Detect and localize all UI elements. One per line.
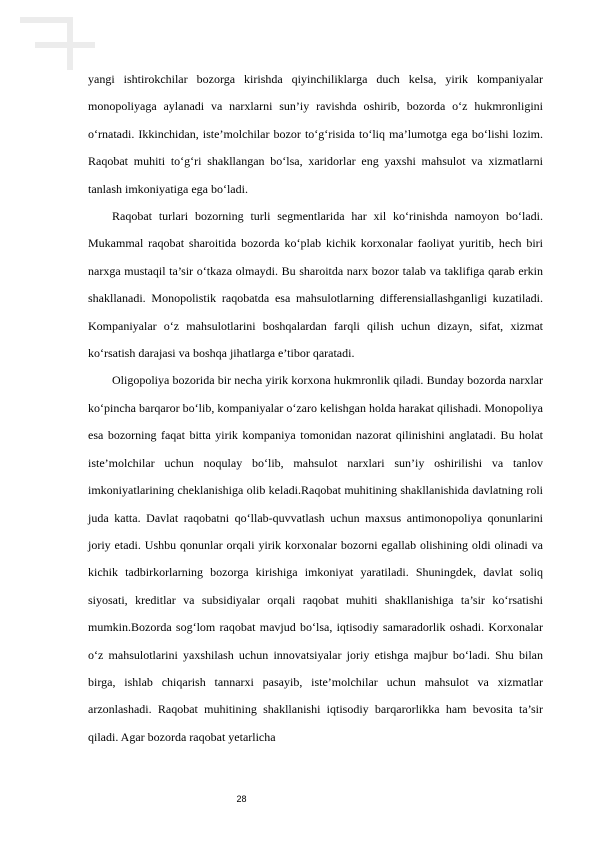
paragraph: Raqobat turlari bozorning turli segmentlarida har xil ko‘rinishda namoyon bo‘ladi. Mukammal raqobat sharoitida bozorda ko‘plab kichik korxonalar faoliyat yuritib, hech biri narxga mustaqil ta’sir o‘tkaza olmaydi. Bu sharoitda narx bozor talab va taklifiga qarab erkin shakllanadi. Monopolistik raqobatda esa mahsulotlarning differensiallashganligi kuzatiladi. Kompaniyalar o‘z mahsulotlarini boshqalardan farqli qilish uchun dizayn, sifat, xizmat ko‘rsatish darajasi va boshqa jihatlarga e’tibor qaratadi. [88,209,543,361]
page-number-container [0,794,595,804]
paragraph: Oligopoliya bozorida bir necha yirik korxona hukmronlik qiladi. Bunday bozorda narxlar ko‘pincha barqaror bo‘lib, kompaniyalar o‘zaro kelishgan holda harakat qilishadi. Monopoliya esa bozorning faqat bitta yirik kompaniya tomonidan nazorat qilinishini anglatadi. Bu holat iste’molchilar uchun noqulay bo‘lib, mahsulot narxlari sun’iy oshirilishi va tanlov imkoniyatlarining cheklanishiga olib keladi.Raqobat muhitining shakllanishida davlatning roli juda katta. Davlat raqobatni qo‘llab-quvvatlash uchun maxsus antimonopoliya qonunlarini joriy etadi. Ushbu qonunlar orqali yirik korxonalar bozorni egallab olishining oldi olinadi va kichik tadbirkorlarning bozorga kirishiga imkoniyat yaratiladi. Shuningdek, davlat soliq siyosati, kreditlar va subsidiyalar orqali raqobat muhiti shakllanishiga ta’sir ko‘rsatishi mumkin.Bozorda sog‘lom raqobat mavjud bo‘lsa, iqtisodiy samaradorlik oshadi. Korxonalar o‘z mahsulotlarini yaxshilash uchun innovatsiyalar joriy etishga majbur bo‘ladi. Shu bilan birga, ishlab chiqarish tannarxi pasayib, iste’molchilar uchun mahsulot va xizmatlar arzonlashadi. Raqobat muhitining shakllanishi iqtisodiy barqarorlikka ham bevosita ta’sir qiladi. Agar bozorda raqobat yetarlicha [88,373,543,744]
body-text [88,66,543,751]
paragraph: yangi ishtirokchilar bozorga kirishda qiyinchiliklarga duch kelsa, yirik kompaniyalar monopoliyaga aylanadi va narxlarni sun’iy ravishda oshirib, bozorda o‘z hukmronligini o‘rnatadi. Ikkinchidan, iste’molchilar bozor to‘g‘risida to‘liq ma’lumotga ega bo‘lishi lozim. Raqobat muhiti to‘g‘ri shakllangan bo‘lsa, xaridorlar eng yaxshi mahsulot va xizmatlarni tanlash imkoniyatiga ega bo‘ladi. [88,72,543,196]
page-number: 28 [236,794,247,804]
watermark-shape [20,20,70,70]
